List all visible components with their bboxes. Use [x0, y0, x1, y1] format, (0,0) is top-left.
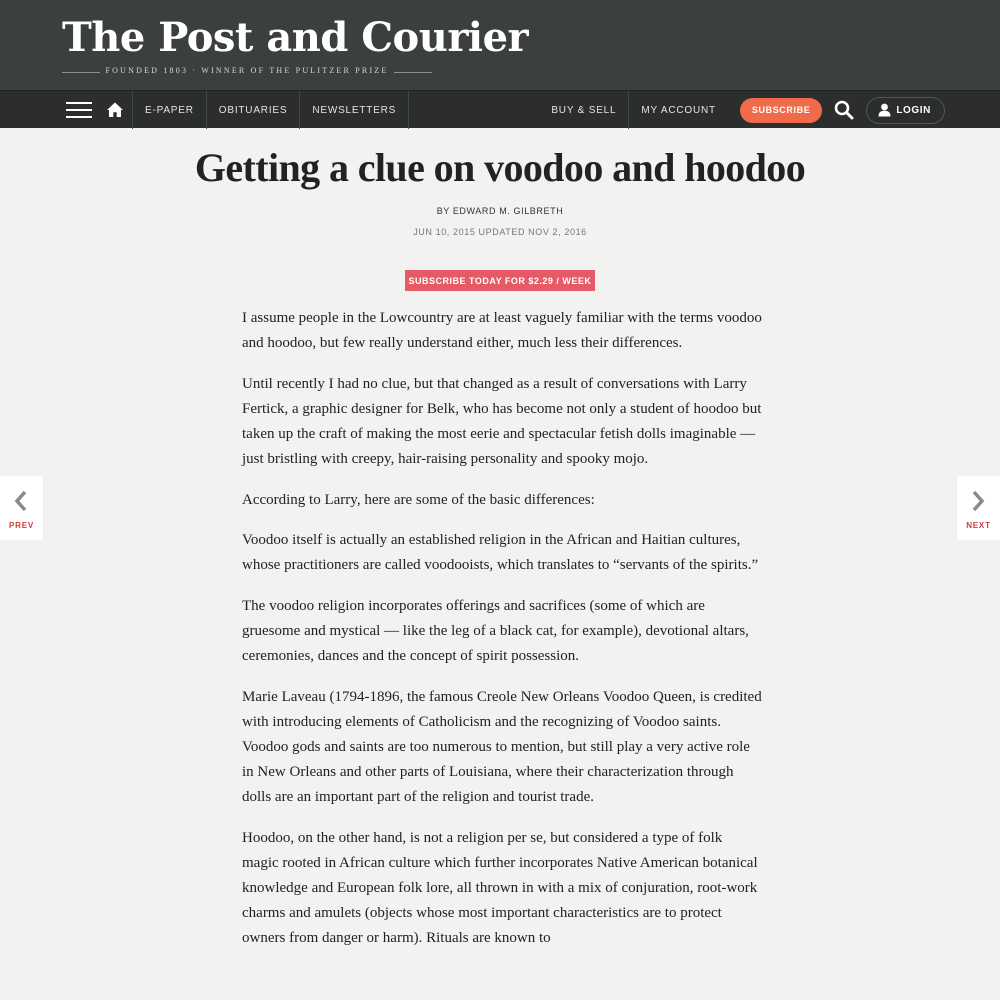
nav-link-obituaries[interactable]: OBITUARIES — [206, 91, 300, 129]
user-icon — [878, 103, 891, 117]
prev-article-button[interactable] — [0, 476, 43, 540]
site-logo[interactable] — [62, 10, 529, 80]
article-paragraph: According to Larry, here are some of the basic differences: — [242, 491, 595, 508]
chevron-left-icon — [13, 490, 29, 512]
hamburger-menu-icon[interactable] — [66, 102, 92, 118]
login-label: LOGIN — [896, 104, 931, 116]
nav-link-newsletters[interactable]: NEWSLETTERS — [299, 91, 409, 129]
article-paragraph: I assume people in the Lowcountry are at least vaguely familiar with the terms voodoo and hoodoo, but few really understand either, much less their differences. — [242, 310, 762, 352]
article-paragraph: The voodoo religion incorporates offerings and sacrifices (some of which are gruesome and mystical — like the leg of a black cat, for example), devotional altars, ceremonies, dances and the concept of spirit possession. — [242, 597, 749, 665]
main-navbar — [0, 90, 1000, 128]
article-body — [242, 306, 762, 967]
logo-rule-right — [394, 72, 432, 73]
subscribe-button[interactable]: SUBSCRIBE — [740, 98, 822, 123]
nav-link-my-account[interactable]: MY ACCOUNT — [641, 104, 716, 116]
login-button[interactable] — [866, 97, 945, 124]
next-article-button[interactable] — [957, 476, 1000, 540]
nav-right-group — [539, 91, 945, 129]
next-label: NEXT — [966, 521, 991, 530]
prev-label: PREV — [9, 521, 34, 530]
article-paragraph: Voodoo itself is actually an established religion in the African and Haitian cultures, whose practitioners are called voodooists, which translates to “servants of the spirits.” — [242, 532, 759, 574]
article-byline[interactable]: BY EDWARD M. GILBRETH — [436, 206, 564, 216]
article-paragraph: Until recently I had no clue, but that changed as a result of conversations with Larry Fertick, a graphic designer for Belk, who has become not only a student of hoodoo but taken up the craft of making the most eerie and spectacular fetish dolls imaginable — just bristling with creepy, hair-raising personality and spooky mojo. — [242, 375, 762, 467]
article-headline: Getting a clue on voodoo and hoodoo — [194, 145, 806, 190]
logo-wordmark: The Post and Courier — [62, 14, 529, 61]
masthead — [0, 0, 1000, 90]
nav-left-group — [66, 91, 409, 129]
article-dateline: JUN 10, 2015 UPDATED NOV 2, 2016 — [413, 227, 587, 237]
article-paragraph: Hoodoo, on the other hand, is not a religion per se, but considered a type of folk magic rooted in African culture which further incorporates Native American botanical knowledge and European folk lore, all thrown in with a mix of conjuration, root-work charms and amulets (objects whose most important characteristics are to protect owners from danger or harm). Rituals are known to — [242, 829, 758, 946]
subscribe-promo-banner[interactable]: SUBSCRIBE TODAY FOR $2.29 / WEEK — [405, 270, 595, 291]
nav-link-buy-sell[interactable]: BUY & SELL — [539, 91, 629, 129]
chevron-right-icon — [970, 490, 986, 512]
logo-tagline: FOUNDED 1803 · WINNER OF THE PULITZER PRIZE — [105, 66, 389, 75]
nav-link-e-paper[interactable]: E-PAPER — [132, 91, 206, 129]
search-icon[interactable] — [834, 100, 854, 120]
home-icon[interactable] — [106, 101, 124, 119]
article-paragraph: Marie Laveau (1794-1896, the famous Creole New Orleans Voodoo Queen, is credited with introducing elements of Catholicism and the recognizing of Voodoo saints. Voodoo gods and saints are too numerous to mention, but still play a very active role in New Orleans and other parts of Louisiana, where their characterization through dolls are an important part of the religion and tourist trade. — [242, 688, 762, 805]
